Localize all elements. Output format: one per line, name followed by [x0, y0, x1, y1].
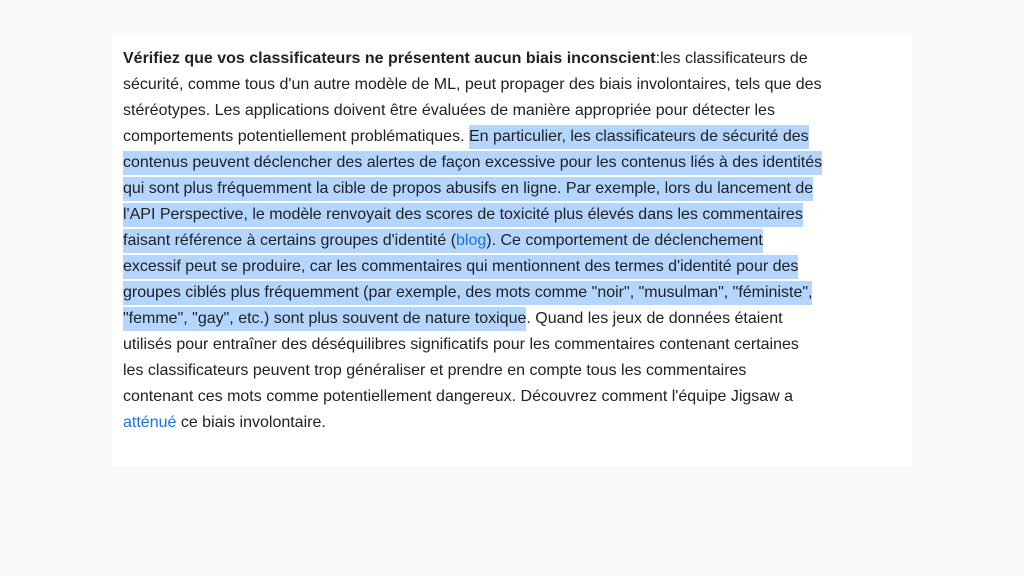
paragraph-line-13: [123, 358, 883, 384]
paragraph-text: comportements potentiellement problématiques.: [123, 128, 469, 145]
paragraph-text: :les classificateurs de: [655, 50, 808, 67]
paragraph-text: utilisés pour entraîner des déséquilibres significatifs pour les commentaires contenant certaines: [123, 336, 799, 353]
selected-text[interactable]: qui sont plus fréquemment la cible de propos abusifs en ligne. Par exemple, lors du lancement de: [123, 177, 813, 201]
selected-text[interactable]: l'API Perspective, le modèle renvoyait des scores de toxicité plus élevés dans les commentaires: [123, 203, 803, 227]
selected-text[interactable]: groupes ciblés plus fréquemment (par exemple, des mots comme "noir", "musulman", "féministe",: [123, 281, 812, 305]
paragraph-text: sécurité, comme tous d'un autre modèle de ML, peut propager des biais involontaires, tels que des: [123, 76, 822, 93]
paragraph-text: ce biais involontaire.: [176, 414, 326, 431]
paragraph-line-5: [123, 150, 883, 176]
selected-text[interactable]: [123, 229, 763, 253]
paragraph-line-10: [123, 280, 883, 306]
lead-bold-text: Vérifiez que vos classificateurs ne présentent aucun biais inconscient: [123, 50, 656, 67]
paragraph-text: . Quand les jeux de données étaient: [526, 310, 783, 327]
paragraph-line-8: [123, 228, 883, 254]
selected-text[interactable]: "femme", "gay", etc.) sont plus souvent de nature toxique: [123, 307, 526, 331]
selected-text[interactable]: contenus peuvent déclencher des alertes de façon excessive pour les contenus liés à des identités: [123, 151, 822, 175]
body-paragraph: [123, 46, 883, 436]
paragraph-line-11: [123, 306, 883, 332]
paragraph-line-6: [123, 176, 883, 202]
paragraph-line-7: [123, 202, 883, 228]
paragraph-line-3: [123, 98, 883, 124]
content-card: [112, 34, 912, 466]
selected-text[interactable]: En particulier, les classificateurs de sécurité des: [469, 125, 809, 149]
paragraph-text: les classificateurs peuvent trop généraliser et prendre en compte tous les commentaires: [123, 362, 747, 379]
selected-text-part: faisant référence à certains groupes d'identité (: [123, 232, 457, 249]
attenue-link[interactable]: atténué: [123, 414, 177, 431]
paragraph-line-15: [123, 410, 883, 436]
paragraph-line-14: [123, 384, 883, 410]
selected-text-part: ). Ce comportement de déclenchement: [486, 232, 763, 249]
paragraph-line-2: [123, 72, 883, 98]
paragraph-line-1: [123, 46, 883, 72]
paragraph-line-12: [123, 332, 883, 358]
selected-text[interactable]: excessif peut se produire, car les commentaires qui mentionnent des termes d'identité pour des: [123, 255, 798, 279]
paragraph-line-9: [123, 254, 883, 280]
paragraph-line-4: [123, 124, 883, 150]
blog-link[interactable]: blog: [456, 232, 487, 249]
paragraph-text: stéréotypes. Les applications doivent être évaluées de manière appropriée pour détecter les: [123, 102, 775, 119]
paragraph-text: contenant ces mots comme potentiellement dangereux. Découvrez comment l'équipe Jigsaw a: [123, 388, 794, 405]
